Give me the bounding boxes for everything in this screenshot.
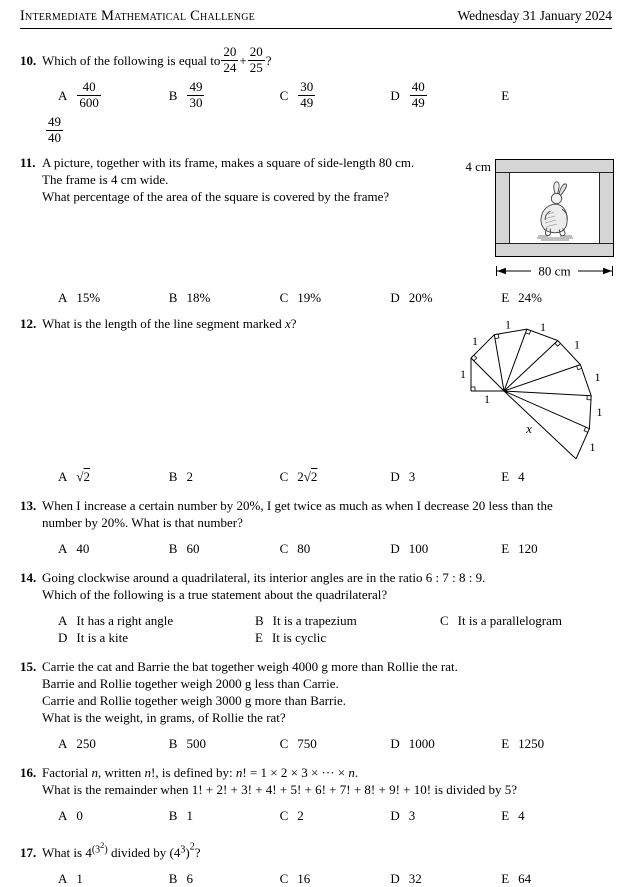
option-label: B [168,290,178,306]
question-number: 10. [20,53,37,68]
question-line: What is the remainder when 1! + 2! + 3! + 4! + 5! + 6! + 7! + 8! + 9! + 10! is divided by 5? [42,782,518,798]
option-value: 80 [297,541,311,557]
q14-options [58,612,612,646]
option-label: A [58,469,68,485]
option-label: D [390,808,400,824]
header-date: Wednesday 31 January 2024 [457,8,612,23]
q17-option-a [58,870,169,887]
option-value: 4 [518,469,525,485]
question-line: number by 20%. What is that number? [42,515,243,531]
option-value: 750 [297,736,317,752]
question-line: Which of the following is a true statement about the quadrilateral? [42,587,388,603]
page-header [20,8,612,25]
page-title: Intermediate Mathematical Challenge [20,8,255,24]
q10-option-b [169,80,280,110]
q16-option-b [169,807,280,824]
q13-options [58,540,612,557]
q11-options [58,289,612,306]
q14-option-b [255,612,440,629]
q10-option-d [390,80,501,110]
question-line: Going clockwise around a quadrilateral, its interior angles are in the ratio 6 : 7 : 8 : 9. [42,570,486,586]
q17-options [58,870,612,887]
option-label: C [279,871,289,887]
option-value: 4 [518,808,525,824]
q14-option-e [255,629,440,646]
option-label: D [390,290,400,306]
question-stem: What is the length of the line segment marked x? [42,316,297,332]
q10-option-a [58,80,169,110]
option-value: 100 [408,541,429,557]
q14-option-c [440,612,612,629]
unit-length-labels [460,319,603,454]
header-rule [20,28,612,29]
question-line: The frame is 4 cm wide. [42,172,169,188]
q12-option-a [58,468,169,485]
option-label: C [440,613,449,629]
unit-label: 1 [589,440,596,455]
q15-option-d [390,735,501,752]
option-value: 500 [186,736,206,752]
option-value: 18% [186,290,211,306]
option-label: A [58,871,68,887]
option-label: B [168,87,178,103]
question-10 [20,44,612,145]
q15-option-c [280,735,391,752]
option-label: A [58,613,68,629]
frame-inner-line [496,243,613,244]
q17-option-b [169,870,280,887]
option-value: $\frac{40}{49}$ [411,79,425,110]
q14-option-a [58,612,255,629]
option-label: E [501,541,510,557]
question-line: When I increase a certain number by 20%, I get twice as much as when I decrease 20 less than the [42,498,553,514]
option-label: C [279,290,289,306]
arrow-right [603,268,612,274]
q12-option-b [169,468,280,485]
q16-option-d [390,807,501,824]
option-value: $\frac{30}{49}$ [300,79,314,110]
option-value: 15% [76,290,101,306]
question-number: 17. [20,845,37,861]
q16-option-a [58,807,169,824]
question-line: What percentage of the area of the square is covered by the frame? [42,189,390,205]
picture-area [509,173,600,243]
side-length-dimension [495,263,614,279]
frame-width-label: 4 cm [465,159,491,175]
question-line: Barrie and Rollie together weigh 2000 g less than Carrie. [42,676,339,692]
q12-options [58,468,612,485]
option-value: It is cyclic [271,630,327,646]
option-value: 64 [518,871,532,887]
option-label: C [279,736,289,752]
option-label: A [58,290,68,306]
option-value: It is a kite [76,630,129,646]
option-value: 2 [186,469,193,485]
unit-label: 1 [484,392,490,407]
option-value: 3 [408,469,416,485]
q17-option-e [501,870,612,887]
q16-option-e [501,807,612,824]
q15-option-e [501,735,612,752]
question-number: 15. [20,659,37,675]
option-label: C [279,469,289,485]
unit-label: 1 [472,334,478,349]
unit-label: 1 [505,319,511,332]
q15-option-a [58,735,169,752]
question-17 [20,835,612,887]
question-line: Carrie and Rollie together weigh 3000 g more than Barrie. [42,693,346,709]
q12-option-c [280,468,391,485]
q10-options [58,80,612,110]
unit-label: 1 [540,320,546,335]
q11-option-e [501,289,612,306]
unit-label: 1 [574,337,580,352]
question-14 [20,569,612,646]
option-label: D [390,871,400,887]
option-label: D [390,469,400,485]
question-stem: Which of the following is equal to $\frac{20}{24}$ + $\frac{20}{25}$ ? [42,44,272,75]
option-label: C [279,808,289,824]
picture-frame [495,159,614,257]
option-value: 120 [518,541,538,557]
option-label: E [501,469,510,485]
option-value: $\frac{49}{30}$ [189,79,203,110]
question-number: 12. [20,316,37,332]
option-label: D [390,541,400,557]
option-value: 1250 [518,736,545,752]
q16-options [58,807,612,824]
q10-option-e-overflow-fraction: $\frac{49}{40}$ [48,114,61,145]
option-value: 1 [186,808,193,824]
question-number: 16. [20,765,37,781]
option-label: B [168,736,178,752]
q11-option-d [390,289,501,306]
option-label: B [255,613,264,629]
option-label: E [255,630,263,646]
option-value: It is a trapezium [272,613,357,629]
option-value: 16 [297,871,311,887]
option-value: 1 [76,871,83,887]
question-13 [20,497,612,557]
spiral-of-triangles-figure [456,319,616,469]
q11-option-b [169,289,280,306]
question-16 [20,764,612,824]
q13-option-d [390,540,501,557]
question-line: Carrie the cat and Barrie the bat together weigh 4000 g more than Rollie the rat. [42,659,458,675]
unit-label: 1 [460,367,466,382]
framed-picture-figure [465,159,614,279]
option-label: E [501,871,510,887]
option-label: C [279,87,289,103]
option-value: 0 [76,808,83,824]
option-label: C [279,541,289,557]
unit-label: 1 [596,405,603,420]
option-value: 2 [297,808,304,824]
option-value: 250 [76,736,96,752]
option-value: 2√2 [297,469,318,485]
arrow-left [497,268,506,274]
question-line: A picture, together with its frame, makes a square of side-length 80 cm. [42,155,415,171]
option-label: E [501,87,510,103]
option-value: It is a parallelogram [457,613,562,629]
q13-option-c [280,540,391,557]
option-label: E [501,736,510,752]
option-label: A [58,87,68,103]
option-value: √2 [76,469,91,485]
option-value: It has a right angle [76,613,174,629]
q12-option-d [390,468,501,485]
q13-option-a [58,540,169,557]
option-value: 1000 [408,736,435,752]
q11-option-a [58,289,169,306]
question-15 [20,658,612,752]
option-value: 3 [408,808,416,824]
q15-option-b [169,735,280,752]
q11-option-c [280,289,391,306]
side-length-label: 80 cm [538,263,571,279]
option-value: 60 [186,541,200,557]
option-label: B [168,541,178,557]
option-value: 40 [76,541,90,557]
question-number: 14. [20,570,37,586]
option-label: A [58,736,68,752]
question-stem: What is 4$^{(32)}$ divided by $(4^3)^2$? [42,840,201,861]
q13-option-b [169,540,280,557]
question-line: What is the weight, in grams, of Rollie the rat? [42,710,286,726]
q15-options [58,735,612,752]
question-11 [20,154,612,306]
q16-option-c [280,807,391,824]
q17-option-d [390,870,501,887]
option-label: B [168,469,178,485]
white-rabbit-illustration [529,180,581,242]
option-label: D [390,736,400,752]
q17-option-c [280,870,391,887]
question-line: Factorial n, written n!, is defined by: n! = 1 × 2 × 3 × ··· × n. [42,765,359,781]
x-label: x [526,421,532,437]
option-label: B [168,808,178,824]
unit-label: 1 [594,370,601,385]
option-label: D [58,630,68,646]
question-number: 13. [20,498,37,514]
q10-option-e [501,87,612,104]
option-value: 6 [186,871,193,887]
option-label: D [390,87,400,103]
option-value: $\frac{40}{600}$ [79,79,99,110]
option-label: B [168,871,178,887]
option-value: 32 [408,871,422,887]
option-label: E [501,290,510,306]
option-label: A [58,541,68,557]
option-value: 20% [408,290,433,306]
question-number: 11. [20,155,36,171]
option-value: 19% [297,290,322,306]
option-value: 24% [518,290,542,306]
q13-option-e [501,540,612,557]
q10-option-c [280,80,391,110]
option-label: A [58,808,68,824]
question-12 [20,315,612,485]
q14-option-d [58,629,255,646]
q12-option-e [501,468,612,485]
option-label: E [501,808,510,824]
